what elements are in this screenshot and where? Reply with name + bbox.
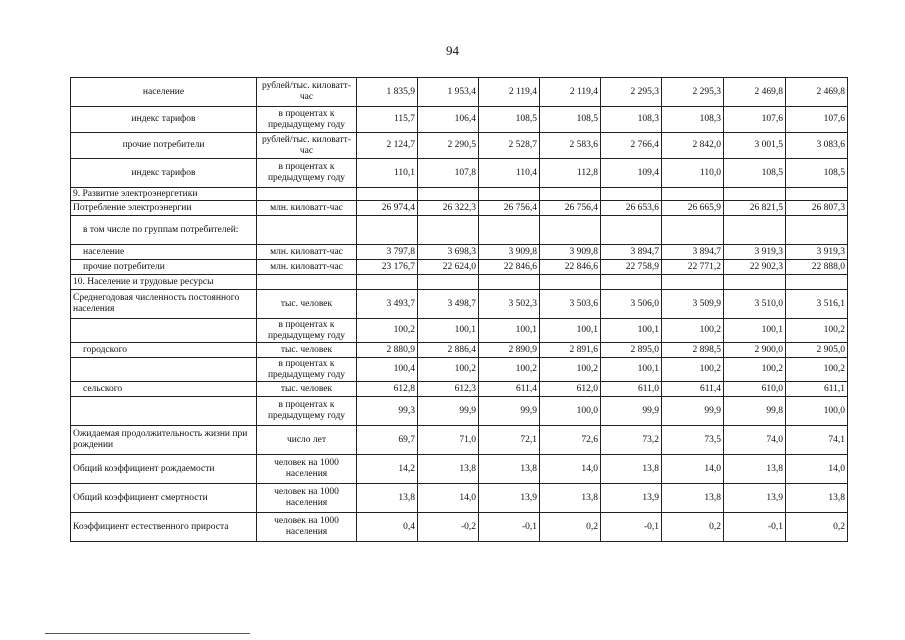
- value-cell: 3 516,1: [786, 290, 848, 319]
- table-row: [71, 397, 848, 426]
- value-cell: 2 119,4: [479, 78, 540, 107]
- table-row: [71, 78, 848, 107]
- value-cell: 2 880,9: [357, 343, 418, 358]
- value-cell: 99,9: [479, 397, 540, 426]
- table-row: [71, 484, 848, 513]
- value-cell: [724, 216, 786, 245]
- value-cell: 108,5: [724, 159, 786, 188]
- value-cell: [601, 216, 662, 245]
- value-cell: 22 846,6: [540, 260, 601, 275]
- row-unit: рублей/тыс. киловатт-час: [257, 133, 357, 159]
- table-row: [71, 260, 848, 275]
- value-cell: 100,1: [540, 319, 601, 343]
- value-cell: 2 905,0: [786, 343, 848, 358]
- value-cell: [357, 216, 418, 245]
- table-body: [71, 78, 848, 542]
- table-row: [71, 358, 848, 382]
- row-unit: млн. киловатт-час: [257, 260, 357, 275]
- row-unit: человек на 1000 населения: [257, 484, 357, 513]
- value-cell: 2 124,7: [357, 133, 418, 159]
- value-cell: 100,2: [662, 358, 724, 382]
- value-cell: 100,0: [540, 397, 601, 426]
- value-cell: [479, 216, 540, 245]
- row-label: 10. Население и трудовые ресурсы: [71, 275, 257, 290]
- value-cell: 100,2: [786, 319, 848, 343]
- value-cell: [662, 216, 724, 245]
- value-cell: [662, 275, 724, 290]
- row-unit: человек на 1000 населения: [257, 455, 357, 484]
- value-cell: 110,1: [357, 159, 418, 188]
- value-cell: 2 842,0: [662, 133, 724, 159]
- value-cell: 13,9: [601, 484, 662, 513]
- value-cell: 14,0: [540, 455, 601, 484]
- value-cell: 69,7: [357, 426, 418, 455]
- row-unit: в процентах к предыдущему году: [257, 107, 357, 133]
- value-cell: 22 846,6: [479, 260, 540, 275]
- row-label: в том числе по группам потребителей:: [71, 216, 257, 245]
- value-cell: [540, 188, 601, 201]
- table-row: [71, 513, 848, 542]
- value-cell: 3 797,8: [357, 245, 418, 260]
- value-cell: 108,3: [601, 107, 662, 133]
- value-cell: [418, 275, 479, 290]
- value-cell: [540, 216, 601, 245]
- value-cell: 610,0: [724, 382, 786, 397]
- value-cell: [601, 188, 662, 201]
- value-cell: 22 771,2: [662, 260, 724, 275]
- value-cell: 13,8: [786, 484, 848, 513]
- value-cell: 26 807,3: [786, 201, 848, 216]
- value-cell: 3 909,8: [540, 245, 601, 260]
- row-unit: тыс. человек: [257, 343, 357, 358]
- value-cell: [418, 188, 479, 201]
- row-label: индекс тарифов: [71, 159, 257, 188]
- value-cell: 2 469,8: [786, 78, 848, 107]
- row-label: сельского: [71, 382, 257, 397]
- value-cell: 2 528,7: [479, 133, 540, 159]
- row-unit: в процентах к предыдущему году: [257, 358, 357, 382]
- value-cell: 2 891,6: [540, 343, 601, 358]
- table-row: [71, 319, 848, 343]
- value-cell: 2 583,6: [540, 133, 601, 159]
- value-cell: -0,1: [601, 513, 662, 542]
- value-cell: 13,8: [662, 484, 724, 513]
- value-cell: 100,1: [479, 319, 540, 343]
- table-row: [71, 107, 848, 133]
- value-cell: 3 909,8: [479, 245, 540, 260]
- value-cell: [662, 188, 724, 201]
- table-row: [71, 201, 848, 216]
- value-cell: 2 895,0: [601, 343, 662, 358]
- value-cell: 2 766,4: [601, 133, 662, 159]
- row-label: Среднегодовая численность постоянного населения: [71, 290, 257, 319]
- value-cell: 115,7: [357, 107, 418, 133]
- value-cell: 3 894,7: [601, 245, 662, 260]
- value-cell: 3 502,3: [479, 290, 540, 319]
- value-cell: 611,1: [786, 382, 848, 397]
- value-cell: 13,9: [724, 484, 786, 513]
- value-cell: [724, 275, 786, 290]
- value-cell: 13,8: [724, 455, 786, 484]
- row-label: прочие потребители: [71, 260, 257, 275]
- footnote-divider: [45, 633, 250, 634]
- row-label: население: [71, 78, 257, 107]
- value-cell: 1 835,9: [357, 78, 418, 107]
- value-cell: 611,4: [662, 382, 724, 397]
- table-row: [71, 426, 848, 455]
- value-cell: 99,8: [724, 397, 786, 426]
- value-cell: 100,2: [662, 319, 724, 343]
- value-cell: 612,0: [540, 382, 601, 397]
- row-unit: тыс. человек: [257, 382, 357, 397]
- value-cell: 13,8: [601, 455, 662, 484]
- table-row: [71, 188, 848, 201]
- value-cell: 26 322,3: [418, 201, 479, 216]
- value-cell: [601, 275, 662, 290]
- value-cell: 108,3: [662, 107, 724, 133]
- table-row: [71, 245, 848, 260]
- value-cell: 0,2: [786, 513, 848, 542]
- row-unit: человек на 1000 населения: [257, 513, 357, 542]
- table-row: [71, 159, 848, 188]
- value-cell: 100,2: [418, 358, 479, 382]
- value-cell: 22 624,0: [418, 260, 479, 275]
- value-cell: 2 886,4: [418, 343, 479, 358]
- value-cell: 14,0: [786, 455, 848, 484]
- value-cell: 108,5: [479, 107, 540, 133]
- value-cell: 112,8: [540, 159, 601, 188]
- value-cell: 611,0: [601, 382, 662, 397]
- value-cell: 3 698,3: [418, 245, 479, 260]
- value-cell: 99,9: [601, 397, 662, 426]
- value-cell: 3 506,0: [601, 290, 662, 319]
- row-unit: [257, 275, 357, 290]
- table-row: [71, 275, 848, 290]
- value-cell: 99,9: [418, 397, 479, 426]
- value-cell: 612,8: [357, 382, 418, 397]
- value-cell: 72,6: [540, 426, 601, 455]
- value-cell: 0,2: [540, 513, 601, 542]
- value-cell: 106,4: [418, 107, 479, 133]
- row-label: Общий коэффициент смертности: [71, 484, 257, 513]
- indicators-table: [70, 77, 848, 542]
- value-cell: [786, 188, 848, 201]
- value-cell: 109,4: [601, 159, 662, 188]
- value-cell: 26 756,4: [479, 201, 540, 216]
- row-label: [71, 319, 257, 343]
- row-unit: млн. киловатт-час: [257, 245, 357, 260]
- value-cell: 73,5: [662, 426, 724, 455]
- value-cell: 0,4: [357, 513, 418, 542]
- value-cell: 26 974,4: [357, 201, 418, 216]
- value-cell: 100,2: [786, 358, 848, 382]
- value-cell: 100,1: [418, 319, 479, 343]
- row-unit: в процентах к предыдущему году: [257, 159, 357, 188]
- row-label: прочие потребители: [71, 133, 257, 159]
- value-cell: 2 119,4: [540, 78, 601, 107]
- value-cell: [357, 188, 418, 201]
- value-cell: 3 001,5: [724, 133, 786, 159]
- value-cell: 14,2: [357, 455, 418, 484]
- value-cell: 3 919,3: [724, 245, 786, 260]
- value-cell: 99,3: [357, 397, 418, 426]
- value-cell: 100,2: [357, 319, 418, 343]
- value-cell: 100,1: [724, 319, 786, 343]
- value-cell: 73,2: [601, 426, 662, 455]
- row-unit: в процентах к предыдущему году: [257, 397, 357, 426]
- table-row: [71, 455, 848, 484]
- value-cell: [540, 275, 601, 290]
- value-cell: 3 894,7: [662, 245, 724, 260]
- row-label: 9. Развитие электроэнергетики: [71, 188, 257, 201]
- value-cell: 107,6: [724, 107, 786, 133]
- value-cell: 2 900,0: [724, 343, 786, 358]
- row-unit: тыс. человек: [257, 290, 357, 319]
- value-cell: 3 498,7: [418, 290, 479, 319]
- value-cell: 72,1: [479, 426, 540, 455]
- value-cell: 100,2: [724, 358, 786, 382]
- table-row: [71, 290, 848, 319]
- value-cell: [724, 188, 786, 201]
- value-cell: 13,8: [418, 455, 479, 484]
- value-cell: 2 890,9: [479, 343, 540, 358]
- value-cell: [786, 275, 848, 290]
- value-cell: 26 821,5: [724, 201, 786, 216]
- value-cell: 99,9: [662, 397, 724, 426]
- value-cell: -0,2: [418, 513, 479, 542]
- value-cell: 100,0: [786, 397, 848, 426]
- value-cell: 14,0: [418, 484, 479, 513]
- table-row: [71, 343, 848, 358]
- value-cell: 3 493,7: [357, 290, 418, 319]
- value-cell: 23 176,7: [357, 260, 418, 275]
- value-cell: 100,2: [479, 358, 540, 382]
- value-cell: 22 902,3: [724, 260, 786, 275]
- value-cell: 108,5: [540, 107, 601, 133]
- value-cell: 110,0: [662, 159, 724, 188]
- value-cell: 2 898,5: [662, 343, 724, 358]
- table-row: [71, 133, 848, 159]
- value-cell: 100,1: [601, 358, 662, 382]
- value-cell: [418, 216, 479, 245]
- row-label: Общий коэффициент рождаемости: [71, 455, 257, 484]
- value-cell: [786, 216, 848, 245]
- row-unit: [257, 216, 357, 245]
- row-unit: рублей/тыс. киловатт-час: [257, 78, 357, 107]
- value-cell: -0,1: [479, 513, 540, 542]
- value-cell: 108,5: [786, 159, 848, 188]
- value-cell: 26 756,4: [540, 201, 601, 216]
- row-unit: [257, 188, 357, 201]
- row-label: городского: [71, 343, 257, 358]
- row-label: [71, 358, 257, 382]
- value-cell: 107,6: [786, 107, 848, 133]
- value-cell: 74,1: [786, 426, 848, 455]
- value-cell: 2 295,3: [601, 78, 662, 107]
- value-cell: 13,8: [479, 455, 540, 484]
- value-cell: 1 953,4: [418, 78, 479, 107]
- value-cell: 107,8: [418, 159, 479, 188]
- value-cell: 100,1: [601, 319, 662, 343]
- value-cell: 22 888,0: [786, 260, 848, 275]
- value-cell: 71,0: [418, 426, 479, 455]
- value-cell: 611,4: [479, 382, 540, 397]
- row-unit: млн. киловатт-час: [257, 201, 357, 216]
- value-cell: 22 758,9: [601, 260, 662, 275]
- row-label: Потребление электроэнергии: [71, 201, 257, 216]
- table-row: [71, 382, 848, 397]
- value-cell: 3 919,3: [786, 245, 848, 260]
- value-cell: 3 509,9: [662, 290, 724, 319]
- row-unit: число лет: [257, 426, 357, 455]
- row-label: население: [71, 245, 257, 260]
- value-cell: 2 469,8: [724, 78, 786, 107]
- value-cell: [357, 275, 418, 290]
- row-label: индекс тарифов: [71, 107, 257, 133]
- value-cell: 100,2: [540, 358, 601, 382]
- value-cell: [479, 188, 540, 201]
- page-number: 94: [446, 43, 459, 58]
- value-cell: -0,1: [724, 513, 786, 542]
- value-cell: 26 653,6: [601, 201, 662, 216]
- value-cell: 3 503,6: [540, 290, 601, 319]
- value-cell: 3 510,0: [724, 290, 786, 319]
- value-cell: 2 290,5: [418, 133, 479, 159]
- value-cell: 14,0: [662, 455, 724, 484]
- value-cell: 26 665,9: [662, 201, 724, 216]
- value-cell: 74,0: [724, 426, 786, 455]
- row-label: Коэффициент естественного прироста: [71, 513, 257, 542]
- value-cell: 100,4: [357, 358, 418, 382]
- value-cell: 110,4: [479, 159, 540, 188]
- value-cell: 2 295,3: [662, 78, 724, 107]
- value-cell: 0,2: [662, 513, 724, 542]
- value-cell: 13,8: [540, 484, 601, 513]
- row-label: [71, 397, 257, 426]
- value-cell: 3 083,6: [786, 133, 848, 159]
- value-cell: 13,8: [357, 484, 418, 513]
- value-cell: 13,9: [479, 484, 540, 513]
- value-cell: 612,3: [418, 382, 479, 397]
- table-row: [71, 216, 848, 245]
- row-label: Ожидаемая продолжительность жизни при рождении: [71, 426, 257, 455]
- value-cell: [479, 275, 540, 290]
- row-unit: в процентах к предыдущему году: [257, 319, 357, 343]
